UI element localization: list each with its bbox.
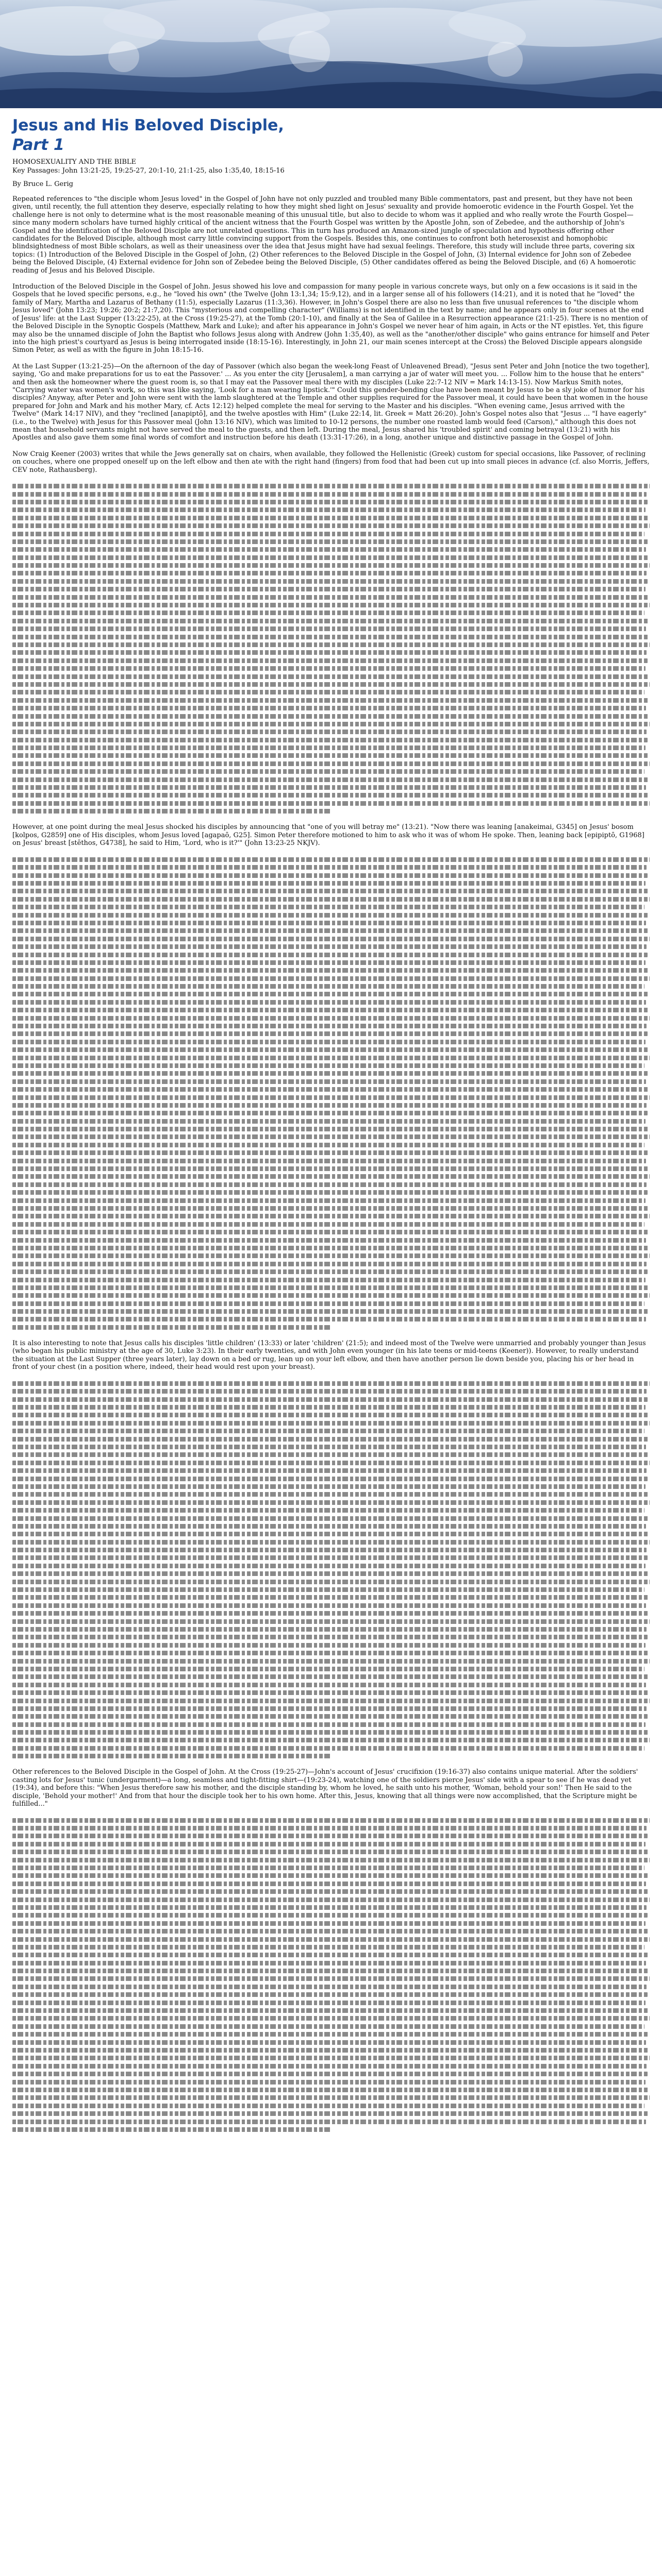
text-line-placeholder <box>12 2023 650 2030</box>
text-line-placeholder <box>12 768 650 775</box>
author-byline: By Bruce L. Gerig <box>12 180 73 188</box>
text-line-placeholder <box>12 856 650 863</box>
text-line-placeholder <box>12 1586 650 1594</box>
text-line-placeholder <box>12 1935 650 1943</box>
text-line-placeholder <box>12 601 650 609</box>
text-line-placeholder <box>12 1435 650 1443</box>
key-passages: Key Passages: John 13:21-25, 19:25-27, 20:1-10, 21:1-25, also 1:35,40, 18:15-16 <box>12 167 285 175</box>
text-line-placeholder <box>12 1157 650 1164</box>
text-line-placeholder <box>12 959 650 967</box>
text-line-placeholder <box>12 2117 650 2125</box>
text-line-placeholder <box>12 1109 650 1117</box>
text-line-placeholder <box>12 569 650 577</box>
text-line-placeholder <box>12 482 650 490</box>
text-line-placeholder <box>12 1276 650 1283</box>
text-line-placeholder <box>12 1117 650 1125</box>
text-line-placeholder <box>12 665 650 672</box>
text-line-placeholder <box>12 1752 650 1760</box>
text-line-placeholder <box>12 1443 650 1451</box>
text-line-placeholder <box>12 1720 650 1728</box>
text-line-placeholder <box>12 530 650 537</box>
text-line-placeholder <box>12 1189 650 1196</box>
text-line-placeholder <box>12 1554 650 1562</box>
text-line-placeholder <box>12 1697 650 1704</box>
text-block-placeholder <box>12 1816 650 2133</box>
text-line-placeholder <box>12 1864 650 1872</box>
text-line-placeholder <box>12 1681 650 1689</box>
text-line-placeholder <box>12 641 650 649</box>
text-line-placeholder <box>12 1165 650 1173</box>
text-line-placeholder <box>12 927 650 935</box>
text-line-placeholder <box>12 1943 650 1951</box>
text-line-placeholder <box>12 1522 650 1530</box>
paragraph: Now Craig Keener (2003) writes that while the Jews generally sat on chairs, when available, they followed the Hellenistic (Greek) custom for special occasions, like Passover, of reclining on couches, where one propped oneself up on the left elbow and then ate with the right hand (fingers) from food that had been cut up into small pieces in advance (cf. also Morris, Jeffers, CEV note, Rathausberg). <box>12 450 650 474</box>
text-line-placeholder <box>12 1133 650 1141</box>
text-line-placeholder <box>12 657 650 665</box>
header-banner-image <box>0 0 662 108</box>
text-line-placeholder <box>12 1633 650 1641</box>
text-line-placeholder <box>12 2086 650 2094</box>
text-line-placeholder <box>12 1300 650 1308</box>
text-line-placeholder <box>12 879 650 887</box>
text-line-placeholder <box>12 895 650 903</box>
text-line-placeholder <box>12 1872 650 1879</box>
paragraph: Introduction of the Beloved Disciple in the Gospel of John. Jesus showed his love and compassion for many people in various concrete ways, but only on a few occasions is it said in the Gospels that he loved specific persons, e.g., he "loved his own" (the Twelve (John 13:1,34; 15:9,12), and in a larger sense all of his followers (14:21), and it is noted that he "loved" the family of Mary, Martha and Lazarus of Bethany (11:5), especially Lazarus (11:3,36). However, in John's Gospel there are also no less than five unusual references to "the disciple whom Jesus loved" (John 13:23; 19:26; 20:2; 21:7,20). This "mysterious and compelling character" (Williams) is not identified in the text by name; and he appears only in four scenes at the end of Jesus' life: at the Last Supper (13:22-25), at the Cross (19:25-27), at the Tomb (20:1-10), and finally at the Sea of Galilee in a Resurrection appearance (21:1-25). There is no mention of the Beloved Disciple in the Synoptic Gospels (Matthew, Mark and Luke); and after his appearance in John's Gospel we never hear of him again, in Acts or the NT epistles. Yet, this figure may also be the unnamed disciple of John the Baptist who follows Jesus along with Andrew (John 1:35,40), as well as the "another/other disciple" who gains entrance for himself and Peter into the high priest's courtyard as Jesus is being interrogated inside (18:15-16). Interestingly, in John 21, our main scenes intercept at the Cross) the Beloved Disciple appears alongside Simon Peter, as well as with the figure in John 18:15-16. <box>12 283 650 354</box>
text-line-placeholder <box>12 1506 650 1514</box>
text-line-placeholder <box>12 775 650 783</box>
text-line-placeholder <box>12 585 650 593</box>
paragraph: Other references to the Beloved Disciple in the Gospel of John. At the Cross (19:25-27)—John's account of Jesus' crucifixion (19:16-37) also contains unique material. After the soldiers' casting lots for Jesus' tunic (undergarment)—a long, seamless and tight-fitting shirt—(19:23-24), watching one of the soldiers pierce Jesus' side with a spear to see if he was dead yet (19:34), and before this: "When Jesus therefore saw his mother, and the disciple standing by, whom he loved, he saith unto his mother, 'Woman, behold your son!' Then He said to the disciple, 'Behold your mother!' And from that hour the disciple took her to his own home. After this, Jesus, knowing that all things were now accomplished, that the Scripture might be fulfilled..." <box>12 1768 638 1808</box>
text-line-placeholder <box>12 712 650 720</box>
text-line-placeholder <box>12 1657 650 1665</box>
text-line-placeholder <box>12 1221 650 1228</box>
text-block-placeholder <box>12 856 650 1331</box>
text-line-placeholder <box>12 1904 650 1911</box>
text-line-placeholder <box>12 538 650 546</box>
article-part: Part 1 <box>12 136 64 154</box>
text-line-placeholder <box>12 1617 650 1625</box>
text-line-placeholder <box>12 562 650 569</box>
text-line-placeholder <box>12 807 650 815</box>
text-line-placeholder <box>12 2110 650 2117</box>
text-line-placeholder <box>12 1030 650 1038</box>
text-line-placeholder <box>12 1649 650 1657</box>
text-line-placeholder <box>12 490 650 498</box>
text-line-placeholder <box>12 1824 650 1832</box>
text-line-placeholder <box>12 2038 650 2046</box>
text-line-placeholder <box>12 1093 650 1101</box>
text-line-placeholder <box>12 1538 650 1546</box>
paragraph: However, at one point during the meal Jesus shocked his disciples by announcing that "one of you will betray me" (13:21). "Now there was leaning [anakeimai, G345] on Jesus' bosom [kolpos, G2859] one of His disciples, whom Jesus loved [agapaō, G25]. Simon Peter therefore motioned to him to ask who it was of whom He spoke. Then, leaning back [epipiptō, G1968] on Jesus' breast [stēthos, G4738], he said to Him, 'Lord, who is it?'" (John 13:23-25 NKJV). <box>12 823 644 848</box>
text-line-placeholder <box>12 903 650 911</box>
text-line-placeholder <box>12 1998 650 2006</box>
text-line-placeholder <box>12 1236 650 1244</box>
text-line-placeholder <box>12 578 650 585</box>
text-line-placeholder <box>12 625 650 633</box>
text-line-placeholder <box>12 1967 650 1975</box>
text-line-placeholder <box>12 1705 650 1713</box>
text-line-placeholder <box>12 1856 650 1863</box>
text-line-placeholder <box>12 1594 650 1601</box>
text-line-placeholder <box>12 1911 650 1919</box>
text-line-placeholder <box>12 1816 650 1824</box>
text-line-placeholder <box>12 1689 650 1697</box>
text-line-placeholder <box>12 554 650 562</box>
text-line-placeholder <box>12 1744 650 1752</box>
text-line-placeholder <box>12 1062 650 1070</box>
text-line-placeholder <box>12 1499 650 1506</box>
paragraph: At the Last Supper (13:21-25)—On the afternoon of the day of Passover (which also began the week-long Feast of Unleavened Bread), "Jesus sent Peter and John [notice the two together], saying, 'Go and make preparations for us to eat the Passover.' ... As you enter the city [Jerusalem], a man carrying a jar of water will meet you. ... Follow him to the house that he enters" and then ask the homeowner where the guest room is, so that I may eat the Passover meal there with my disciples (Luke 22:7-12 NIV = Mark 14:13-15). Now Markus Smith notes, "Carrying water was women's work, so this was like saying, 'Look for a man wearing lipstick.'" Could this gender-bending clue have been meant by Jesus to be a sly joke of humor for his disciples? Anyway, after Peter and John were sent with the lamb slaughtered at the Temple and other supplies required for the Passover meal, it could have been that women in the house prepared for John and Mark and his mother Mary, cf. Acts 12:12) helped complete the meal for serving to the Master and his disciples. "When evening came, Jesus arrived with the Twelve" (Mark 14:17 NIV), and they "reclined [anapiptō], and the twelve apostles with Him" (Luke 22:14, lit. Greek = Matt 26:20). John's Gospel notes also that "Jesus ... "I have eagerly" (i.e., to the Twelve) with Jesus for this Passover meal (John 13:16 NIV), which was limited to 10-12 persons, the number one roasted lamb would feed (Carson)," although this does not mean that household servants might not have served the meal to the guests, and then left. During the meal, Jesus shared his 'troubled spirit' and coming betrayal (13:21) with his Apostles and also gave them some final words of comfort and instruction before his death (13:31-17:26), in a long, another unique and distinctive passage in the Gospel of John. <box>12 362 650 442</box>
text-line-placeholder <box>12 1196 650 1204</box>
text-line-placeholder <box>12 919 650 927</box>
text-line-placeholder <box>12 1673 650 1681</box>
text-line-placeholder <box>12 498 650 506</box>
text-line-placeholder <box>12 1387 650 1395</box>
article-body <box>12 195 650 2133</box>
text-line-placeholder <box>12 522 650 530</box>
article <box>12 116 650 2142</box>
text-line-placeholder <box>12 1991 650 1998</box>
text-line-placeholder <box>12 546 650 553</box>
text-line-placeholder <box>12 863 650 871</box>
text-line-placeholder <box>12 1920 650 1927</box>
text-line-placeholder <box>12 800 650 807</box>
text-line-placeholder <box>12 649 650 656</box>
sky-clouds-illustration <box>0 0 662 108</box>
text-line-placeholder <box>12 633 650 640</box>
text-line-placeholder <box>12 704 650 712</box>
text-line-placeholder <box>12 2062 650 2070</box>
text-line-placeholder <box>12 1602 650 1609</box>
text-line-placeholder <box>12 1228 650 1236</box>
text-line-placeholder <box>12 688 650 696</box>
text-line-placeholder <box>12 1959 650 1967</box>
text-line-placeholder <box>12 1570 650 1578</box>
text-line-placeholder <box>12 1840 650 1848</box>
text-line-placeholder <box>12 697 650 704</box>
text-line-placeholder <box>12 1315 650 1323</box>
text-line-placeholder <box>12 1284 650 1292</box>
text-line-placeholder <box>12 998 650 1006</box>
text-line-placeholder <box>12 951 650 958</box>
text-line-placeholder <box>12 1070 650 1077</box>
paragraph: It is also interesting to note that Jesus calls his disciples 'little children' (13:33) or later 'children' (21:5); and indeed most of the Twelve were unmarried and probably younger than Jesus (who began his public ministry at the age of 30, Luke 3:23). In their early twenties, and with John even younger (in his late teens or mid-teens (Keener)). However, to really understand the situation at the Last Supper (three years later), lay down on a bed or rug, lean up on your left elbow, and then have another person lie down beside you, placing his or her head in front of your chest (in a position where, indeed, their head would rest upon your breast). <box>12 1340 646 1371</box>
text-line-placeholder <box>12 1125 650 1133</box>
text-line-placeholder <box>12 2070 650 2078</box>
text-line-placeholder <box>12 1832 650 1840</box>
paragraph: Repeated references to "the disciple whom Jesus loved" in the Gospel of John have not only puzzled and troubled many Bible commentators, past and present, but they have not been given, until recently, the full attention they deserve, especially relating to how they might shed light on Jesus' sexuality and provide homoerotic evidence in the Fourth Gospel. Yet the challenge here is not only to determine what is the most reasonable meaning of this unusual title, but also to decide to whom was it applied and who really wrote the Fourth Gospel—since many modern scholars have turned highly critical of the ancient witness that the Fourth Gospel was written by the Apostle John, son of Zebedee, and the authorship of John's Gospel and the identification of the Beloved Disciple are not unrelated questions. This in turn has produced an Amazon-sized jungle of speculation and hypothesis offering other candidates for the Beloved Disciple, although most carry little convincing support from the Gospels. Besides this, one continues to confront both heterosexist and homophobic blindsightedness of most Bible scholars, as well as their uneasiness over the idea that Jesus might have had sexual feelings. Therefore, this study will include three parts, covering six topics: (1) Introduction of the Beloved Disciple in the Gospel of John, (2) Other references to the Beloved Disciple in the Gospel of John, (3) Internal evidence for John son of Zebedee being the Beloved Disciple, (4) External evidence for John son of Zebedee being the Beloved Disciple, (5) Other candidates offered as being the Beloved Disciple, and (6) A homoerotic reading of Jesus and his Beloved Disciple. <box>12 195 636 275</box>
text-line-placeholder <box>12 1927 650 1935</box>
text-line-placeholder <box>12 1006 650 1014</box>
text-line-placeholder <box>12 1022 650 1030</box>
text-block-placeholder <box>12 1380 650 1760</box>
text-line-placeholder <box>12 982 650 990</box>
text-line-placeholder <box>12 871 650 879</box>
text-line-placeholder <box>12 911 650 919</box>
text-line-placeholder <box>12 1149 650 1157</box>
text-line-placeholder <box>12 1014 650 1022</box>
text-line-placeholder <box>12 1141 650 1149</box>
text-line-placeholder <box>12 1546 650 1554</box>
text-line-placeholder <box>12 974 650 982</box>
text-line-placeholder <box>12 1665 650 1673</box>
text-line-placeholder <box>12 887 650 895</box>
text-line-placeholder <box>12 967 650 974</box>
text-line-placeholder <box>12 728 650 736</box>
text-line-placeholder <box>12 1578 650 1585</box>
text-line-placeholder <box>12 1205 650 1212</box>
text-line-placeholder <box>12 2014 650 2022</box>
text-line-placeholder <box>12 1411 650 1419</box>
text-block-placeholder <box>12 482 650 815</box>
text-line-placeholder <box>12 791 650 799</box>
text-line-placeholder <box>12 1427 650 1435</box>
text-line-placeholder <box>12 1403 650 1411</box>
text-line-placeholder <box>12 1530 650 1538</box>
text-line-placeholder <box>12 1713 650 1720</box>
text-line-placeholder <box>12 1483 650 1490</box>
text-line-placeholder <box>12 1086 650 1093</box>
text-line-placeholder <box>12 681 650 688</box>
text-line-placeholder <box>12 1514 650 1522</box>
text-line-placeholder <box>12 1451 650 1459</box>
text-line-placeholder <box>12 514 650 522</box>
text-line-placeholder <box>12 1038 650 1046</box>
text-line-placeholder <box>12 784 650 791</box>
text-line-placeholder <box>12 1244 650 1252</box>
text-line-placeholder <box>12 617 650 625</box>
text-line-placeholder <box>12 752 650 759</box>
text-line-placeholder <box>12 1252 650 1260</box>
text-line-placeholder <box>12 1459 650 1467</box>
text-line-placeholder <box>12 1728 650 1736</box>
text-line-placeholder <box>12 935 650 943</box>
text-line-placeholder <box>12 2007 650 2014</box>
text-line-placeholder <box>12 609 650 617</box>
category-label: HOMOSEXUALITY AND THE BIBLE <box>12 158 137 166</box>
text-line-placeholder <box>12 1736 650 1744</box>
text-line-placeholder <box>12 2054 650 2062</box>
text-line-placeholder <box>12 1880 650 1888</box>
text-line-placeholder <box>12 1419 650 1427</box>
text-line-placeholder <box>12 1260 650 1268</box>
text-line-placeholder <box>12 1625 650 1633</box>
text-line-placeholder <box>12 1475 650 1482</box>
text-line-placeholder <box>12 1609 650 1617</box>
text-line-placeholder <box>12 1467 650 1475</box>
text-line-placeholder <box>12 593 650 601</box>
text-line-placeholder <box>12 1046 650 1054</box>
text-line-placeholder <box>12 1212 650 1220</box>
text-line-placeholder <box>12 1895 650 1903</box>
text-line-placeholder <box>12 1324 650 1331</box>
text-line-placeholder <box>12 744 650 752</box>
text-line-placeholder <box>12 990 650 998</box>
text-line-placeholder <box>12 1268 650 1276</box>
text-line-placeholder <box>12 943 650 951</box>
text-line-placeholder <box>12 1490 650 1498</box>
text-line-placeholder <box>12 2046 650 2054</box>
text-line-placeholder <box>12 1562 650 1570</box>
text-line-placeholder <box>12 2030 650 2038</box>
text-line-placeholder <box>12 1848 650 1856</box>
text-line-placeholder <box>12 672 650 680</box>
article-title: Jesus and His Beloved Disciple, <box>12 116 284 134</box>
text-line-placeholder <box>12 1101 650 1109</box>
text-line-placeholder <box>12 2094 650 2102</box>
text-line-placeholder <box>12 760 650 768</box>
text-line-placeholder <box>12 1173 650 1180</box>
text-line-placeholder <box>12 736 650 744</box>
text-line-placeholder <box>12 2078 650 2086</box>
text-line-placeholder <box>12 1308 650 1315</box>
text-line-placeholder <box>12 720 650 728</box>
text-line-placeholder <box>12 1951 650 1959</box>
text-line-placeholder <box>12 2126 650 2133</box>
text-line-placeholder <box>12 1054 650 1061</box>
text-line-placeholder <box>12 1983 650 1991</box>
text-line-placeholder <box>12 1078 650 1086</box>
text-line-placeholder <box>12 2102 650 2110</box>
text-line-placeholder <box>12 506 650 514</box>
text-line-placeholder <box>12 1380 650 1387</box>
text-line-placeholder <box>12 1181 650 1189</box>
text-line-placeholder <box>12 1395 650 1403</box>
text-line-placeholder <box>12 1641 650 1649</box>
text-line-placeholder <box>12 1888 650 1895</box>
text-line-placeholder <box>12 1975 650 1982</box>
text-line-placeholder <box>12 1292 650 1299</box>
